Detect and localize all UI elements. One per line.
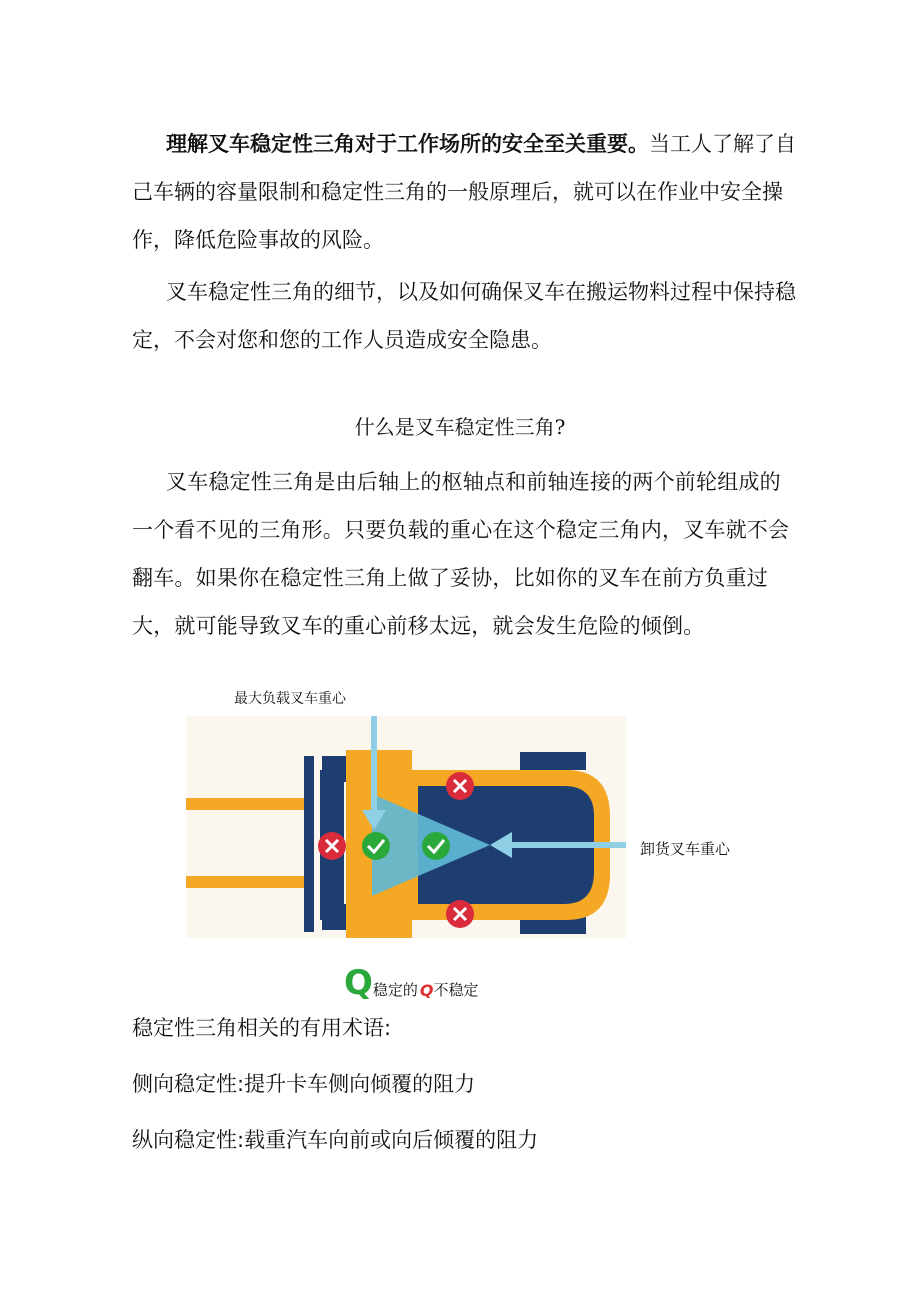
intro-bold-sentence: 理解叉车稳定性三角对于工作场所的安全至关重要。 bbox=[166, 132, 649, 156]
term-description: 载重汽车向前或向后倾覆的阻力 bbox=[244, 1128, 539, 1152]
unstable-x-mark-top bbox=[446, 772, 474, 800]
stable-legend-label: 稳定的 bbox=[372, 981, 418, 999]
max-load-arrow-shaft bbox=[371, 716, 377, 816]
stability-triangle-diagram bbox=[186, 690, 626, 940]
term-name: 纵向稳定性: bbox=[132, 1128, 245, 1152]
front-wheel-top bbox=[322, 756, 346, 782]
label-max-load-center: 最大负载叉车重心 bbox=[234, 691, 346, 707]
explanation-paragraph: 叉车稳定性三角是由后轴上的枢轴点和前轴连接的两个前轮组成的一个看不见的三角形。只要负载的重心在这个稳定三角内，叉车就不会翻车。如果你在稳定性三角上做了妥协，比如你的叉车在前方负重过大，就可能导致叉车的重心前移太远，就会发生危险的倾倒。 bbox=[132, 470, 790, 638]
term-description: 提升卡车侧向倾覆的阻力 bbox=[244, 1072, 476, 1096]
unstable-legend-label: 不稳定 bbox=[433, 981, 479, 999]
section-title: 什么是叉车稳定性三角? bbox=[354, 415, 566, 439]
mast-bar bbox=[304, 756, 314, 932]
label-unloaded-center: 卸货叉车重心 bbox=[640, 840, 731, 858]
unstable-legend-icon: Q bbox=[419, 981, 434, 1000]
stable-legend-icon: Q bbox=[344, 963, 373, 1003]
terms-heading: 稳定性三角相关的有用术语: bbox=[132, 1016, 392, 1040]
unloaded-arrow-shaft bbox=[506, 842, 626, 848]
upper-fork bbox=[186, 798, 306, 810]
intro-paragraph bbox=[132, 120, 796, 264]
intro-rest: 当工人了解了自己车辆的容量限制和稳定性三角的一般原理后，就可以在作业中安全操作，降低危险事故的风险。 bbox=[132, 132, 796, 252]
term-name: 侧向稳定性: bbox=[132, 1072, 245, 1096]
intro-paragraph-2: 叉车稳定性三角的细节，以及如何确保叉车在搬运物料过程中保持稳定，不会对您和您的工作人员造成安全隐患。 bbox=[132, 280, 796, 352]
stable-check-mark-1 bbox=[362, 832, 390, 860]
diagram-legend bbox=[344, 963, 479, 1003]
term-longitudinal-stability bbox=[132, 1124, 538, 1154]
lower-fork bbox=[186, 876, 306, 888]
unstable-x-mark-left bbox=[318, 832, 346, 860]
term-lateral-stability bbox=[132, 1068, 475, 1098]
stable-check-mark-2 bbox=[422, 832, 450, 860]
unstable-x-mark-bottom bbox=[446, 900, 474, 928]
front-wheel-bottom bbox=[322, 904, 346, 930]
rear-wheel-top bbox=[520, 752, 586, 770]
